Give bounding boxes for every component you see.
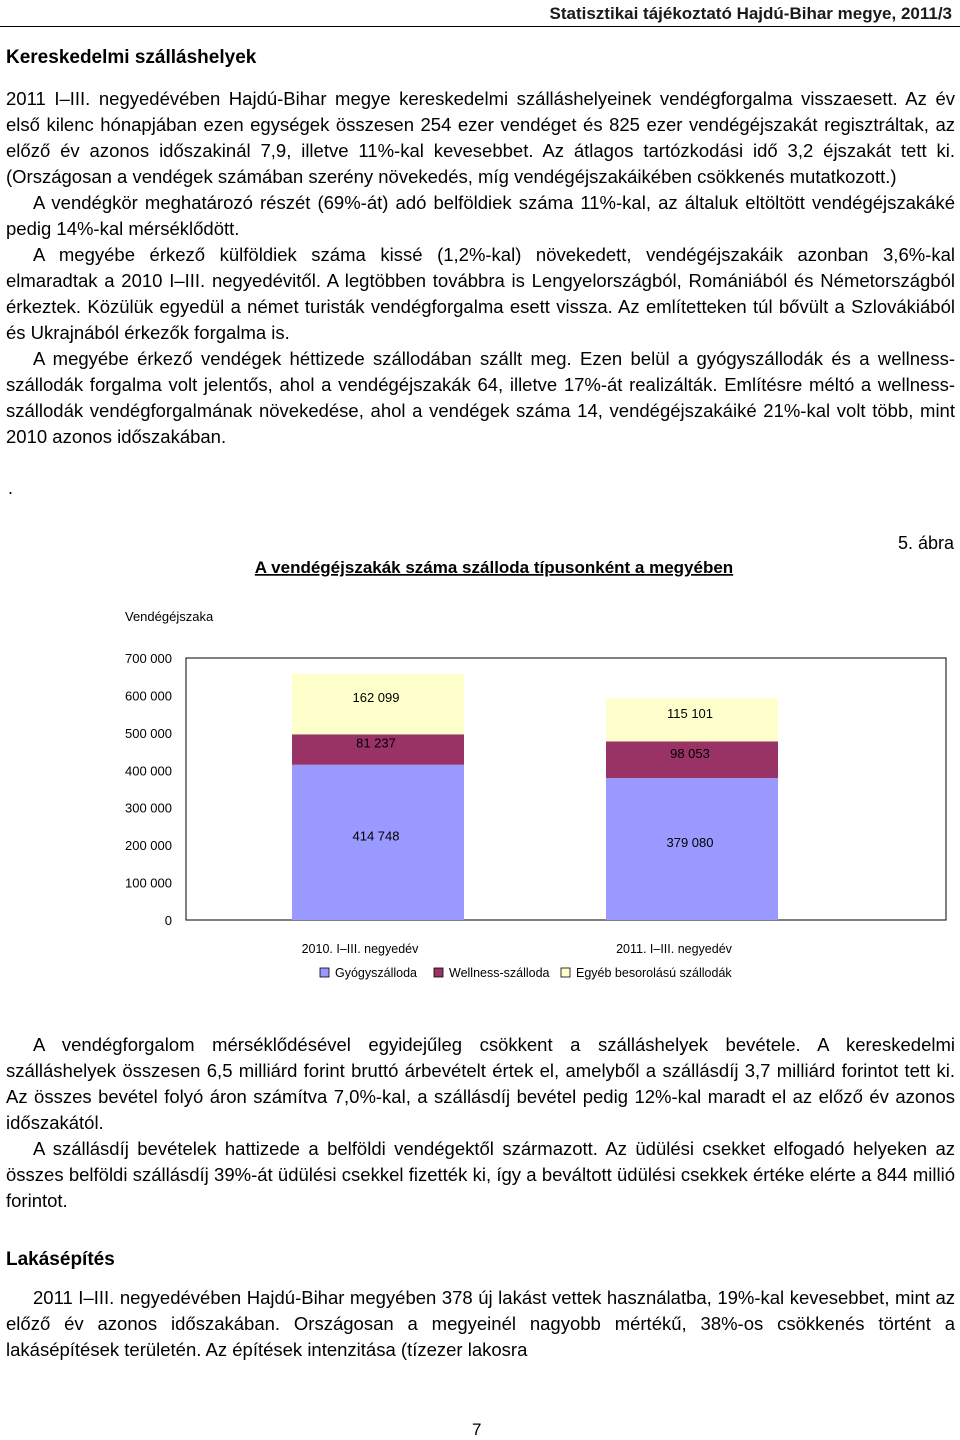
text-block-kereskedelmi [6,86,955,450]
paragraph: A szállásdíj bevételek hattizede a belföldi vendégektől származott. Az üdülési csekket elfogadó helyeken az összes belföldi szállásdíj 39%-át üdülési csekkel fizették ki, így a beváltott üdülési csekkek értéke elérte a 844 millió forintot. [6,1138,955,1211]
y-tick-label: 300 000 [125,800,172,816]
paragraph: 2011 I–III. negyedévében Hajdú-Bihar megyében 378 új lakást vettek használatba, 19%-kal kevesebbet, mint az előző év azonos időszakában. Országosan a megyeinél nagyobb mértékű, 38%-os csökkenés történt a lakásépítések területén. Az építések intenzitása (tízezer lakosra [6,1287,955,1360]
page-header [0,0,960,26]
data-label: 115 101 [666,705,714,721]
section-title-lakasepites: Lakásépítés [6,1249,115,1270]
y-axis-label: Vendégéjszaka [125,609,214,624]
legend-swatch [434,968,443,977]
trailing-dot: . [8,478,14,498]
page-number: 7 [472,1420,482,1439]
y-tick-label: 100 000 [125,875,172,891]
data-label: 379 080 [666,835,714,851]
legend-swatch [320,968,329,977]
y-tick-label: 600 000 [125,688,172,704]
y-tick-label: 0 [164,913,172,928]
figure-number: 5. ábra [897,533,954,553]
legend-swatch [561,968,570,977]
y-tick-label: 200 000 [125,838,172,854]
data-label: 162 099 [352,690,400,706]
y-tick-label: 700 000 [125,651,172,666]
paragraph: A vendégforgalom mérséklődésével egyidejűleg csökkent a szálláshelyek bevétele. A kereskedelmi szálláshelyek összesen 6,5 milliárd forint bruttó árbevételt értek el, amelyből a szállásdíj 3,7 milliárd forintot tett ki. Az összes bevétel folyó áron számítva 7,0%-kal, a szállásdíj bevétel pedig 12%-kal maradt el az előző év azonos időszakától. [6,1034,955,1133]
data-label: 81 237 [356,735,396,751]
chart-vendegejszakak [0,525,960,995]
data-label: 414 748 [352,828,400,844]
text-block-bevetel [6,1032,955,1214]
y-tick-label: 500 000 [125,725,172,741]
chart-title: A vendégéjszakák száma szálloda típusonként a megyében [254,558,734,577]
paragraph: 2011 I–III. negyedévében Hajdú-Bihar megye kereskedelmi szálláshelyeinek vendégforgalma visszaesett. Az év első kilenc hónapjában ezen egységek összesen 254 ezer vendéget és 825 ezer vendégéjszakát regisztráltak, az előző év azonos időszakinál 7,9, illetve 11%-kal kevesebbet. Az átlagos tartózkodási idő 3,2 éjszakát tett ki. (Országosan a vendégek számában szerény növekedés, míg vendégéjszakáikében csökkenés mutatkozott.) [6,88,955,187]
legend-label: Gyógyszálloda [335,966,417,980]
header-rule [0,26,960,27]
legend-label: Egyéb besorolású szállodák [576,966,732,980]
chart-svg [0,525,960,995]
y-tick-label: 400 000 [125,763,172,779]
paragraph: A megyébe érkező vendégek héttizede szállodában szállt meg. Ezen belül a gyógyszállodák és a wellness-szállodák forgalma volt jelentős, ahol a vendégéjszakák 64, illetve 17%-át realizálták. Említésre méltó a wellness-szállodák vendégforgalmának növekedése, ahol a vendégek száma 14, vendégéjszakáiké 21%-kal volt több, mint 2010 azonos időszakában. [6,348,955,447]
x-tick-label: 2011. I–III. negyedév [616,942,732,956]
data-label: 98 053 [670,745,710,761]
paragraph: A megyébe érkező külföldiek száma kissé (1,2%-kal) növekedett, vendégéjszakáik azonban 3,6%-kal elmaradtak a 2010 I–III. negyedévitől. A legtöbben továbbra is Lengyelországból, Romániából és Németországból érkeztek. Közülük egyedül a német turisták vendégforgalma esett vissza. Az említetteken túl bővült a Szlovákiából és Ukrajnából érkezők forgalma is. [6,244,955,343]
paragraph: A vendégkör meghatározó részét (69%-át) adó belföldiek száma 11%-kal, az általuk eltöltött vendégéjszakáké pedig 14%-kal mérséklődött. [6,192,955,239]
section-title-kereskedelmi: Kereskedelmi szálláshelyek [6,47,257,68]
header-title: Statisztikai tájékoztató Hajdú-Bihar megye, 2011/3 [549,4,952,23]
x-tick-label: 2010. I–III. negyedév [301,942,419,956]
legend-label: Wellness-szálloda [449,966,550,980]
text-block-lakasepites [6,1285,955,1363]
